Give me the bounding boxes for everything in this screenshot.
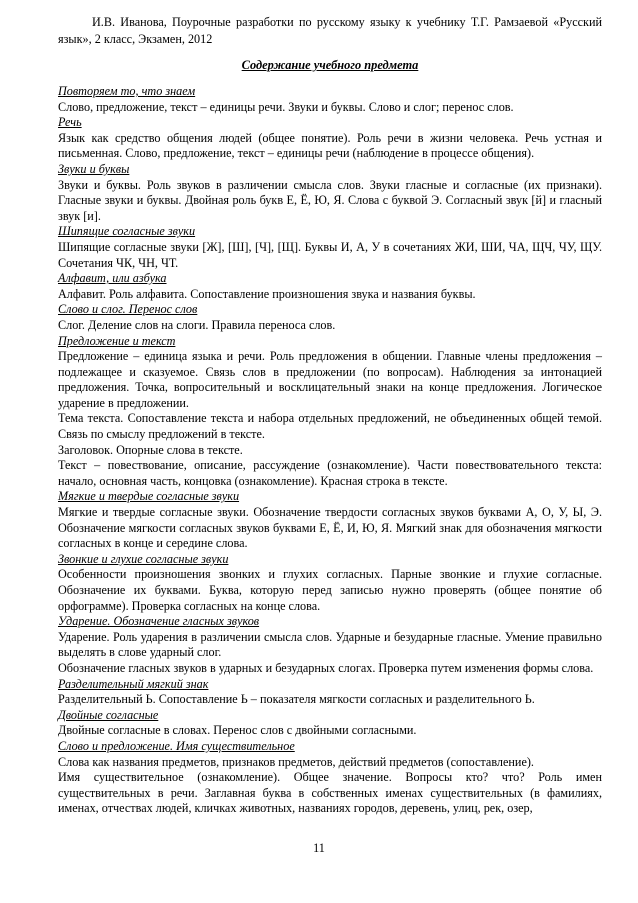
section-paragraph: Звуки и буквы. Роль звуков в различении смысла слов. Звуки гласные и согласные (их признаки). Гласные звуки и буквы. Двойная роль букв Е, Ё, Ю, Я. Слова с буквой Э. Согласный звук [й] и гласный звук [и]. bbox=[58, 177, 602, 223]
section-heading: Речь bbox=[58, 115, 82, 130]
section-heading: Мягкие и твердые согласные звуки bbox=[58, 489, 240, 504]
section-paragraph: Мягкие и твердые согласные звуки. Обозначение твердости согласных звуков буквами А, О, У, Ы, Э. Обозначение мягкости согласных звуков буквами Е, Ё, И, Ю, Я. Мягкий знак для обозначения мягкости согласных в конце и середине слова. bbox=[58, 505, 602, 551]
page-number: 11 bbox=[313, 841, 325, 855]
section-paragraph: Слог. Деление слов на слоги. Правила переноса слов. bbox=[58, 317, 336, 332]
section-paragraph: Шипящие согласные звуки [Ж], [Ш], [Ч], [Щ]. Буквы И, А, У в сочетаниях ЖИ, ШИ, ЧА, ЩЧ, ЧУ, ЩУ. Сочетания ЧК, ЧН, ЧТ. bbox=[58, 239, 602, 270]
sections-list bbox=[58, 84, 602, 817]
section-paragraph: Особенности произношения звонких и глухих согласных. Парные звонкие и глухие согласные. Обозначение их буквами. Буква, которую перед записью нужно проверять (общее понятие об орфограмме). Проверка согласных на конце слова. bbox=[58, 567, 602, 613]
section-paragraph: Предложение – единица языка и речи. Роль предложения в общении. Главные члены предложения – подлежащее и сказуемое. Связь слов в предложении (по вопросам). Наблюдения за интонацией предложения. Точка, вопросительный и восклицательный знаки на конце предложения. Логическое ударение в предложении. bbox=[58, 349, 602, 410]
section-paragraph: Язык как средство общения людей (общее понятие). Роль речи в жизни человека. Речь устная и письменная. Слово, предложение, текст – единицы речи (наблюдение в процессе общения). bbox=[58, 130, 602, 161]
section-paragraph: Текст – повествование, описание, рассуждение (ознакомление). Части повествовательного текста: начало, основная часть, концовка (ознакомление). Красная строка в тексте. bbox=[58, 458, 602, 488]
section-paragraph: Тема текста. Сопоставление текста и набора отдельных предложений, не объединенных общей темой. Связь по смыслу предложений в тексте. bbox=[58, 411, 602, 442]
section-paragraph: Имя существительное (ознакомление). Общее значение. Вопросы кто? что? Роль имен существительных в речи. Заглавная буква в собственных именах существительных (в фамилиях, именах, отчествах людей, кличках животных, названиях городов, деревень, улиц, рек, озер, bbox=[58, 770, 602, 816]
section-paragraph: Двойные согласные в словах. Перенос слов с двойными согласными. bbox=[58, 723, 417, 738]
section-heading: Шипящие согласные звуки bbox=[58, 224, 196, 239]
section-paragraph: Слово, предложение, текст – единицы речи. Звуки и буквы. Слово и слог; перенос слов. bbox=[58, 99, 514, 114]
page-content bbox=[58, 14, 602, 817]
document-title: Содержание учебного предмета bbox=[241, 58, 419, 72]
bibliography-reference: И.В. Иванова, Поурочные разработки по русскому языку к учебнику Т.Г. Рамзаевой «Русский язык», 2 класс, Экзамен, 2012 bbox=[58, 15, 602, 46]
section-paragraph: Разделительный Ь. Сопоставление Ь – показателя мягкости согласных и разделительного Ь. bbox=[58, 692, 535, 707]
section-heading: Алфавит, или азбука bbox=[58, 271, 167, 286]
section-paragraph: Заголовок. Опорные слова в тексте. bbox=[58, 442, 243, 457]
section-paragraph: Обозначение гласных звуков в ударных и безударных слогах. Проверка путем изменения формы слова. bbox=[58, 660, 594, 675]
section-paragraph: Алфавит. Роль алфавита. Сопоставление произношения звука и названия буквы. bbox=[58, 286, 476, 301]
section-heading: Слово и слог. Перенос слов bbox=[58, 302, 198, 317]
section-heading: Повторяем то, что знаем bbox=[58, 84, 196, 98]
section-paragraph: Слова как названия предметов, признаков предметов, действий предметов (сопоставление). bbox=[58, 754, 534, 769]
section-paragraph: Ударение. Роль ударения в различении смысла слов. Ударные и безударные гласные. Умение правильно выделять в слове ударный слог. bbox=[58, 629, 602, 660]
section-heading: Разделительный мягкий знак bbox=[58, 676, 209, 691]
section-heading: Звуки и буквы bbox=[58, 161, 130, 176]
section-heading: Слово и предложение. Имя существительное bbox=[58, 738, 295, 753]
section-heading: Двойные согласные bbox=[58, 707, 159, 722]
section-heading: Ударение. Обозначение гласных звуков bbox=[58, 614, 260, 629]
section-heading: Звонкие и глухие согласные звуки bbox=[58, 551, 229, 566]
section-heading: Предложение и текст bbox=[58, 333, 176, 348]
